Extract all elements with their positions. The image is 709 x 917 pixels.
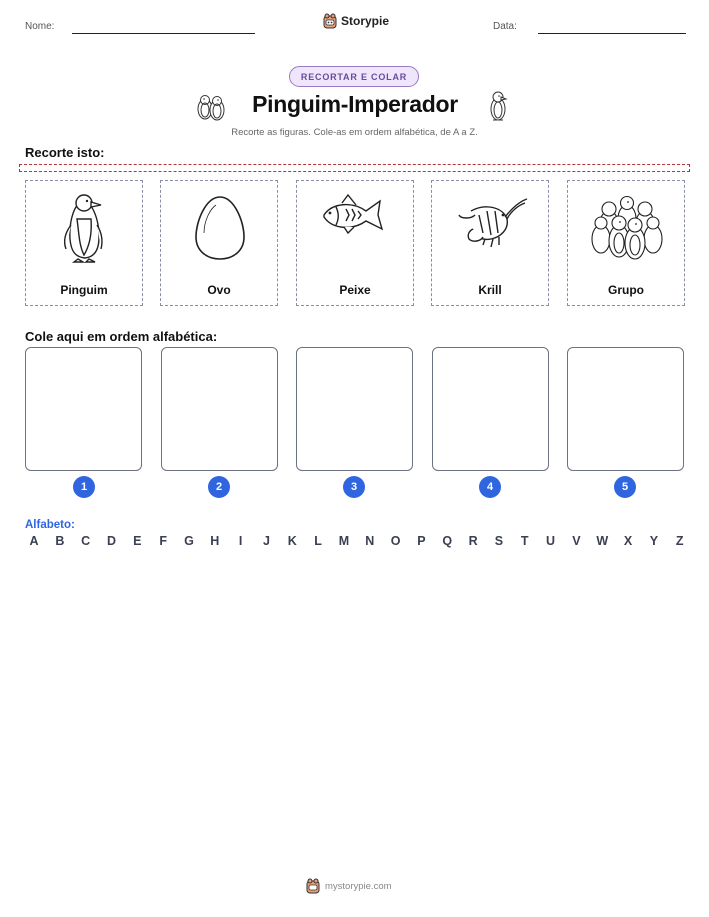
alphabet-letter: G xyxy=(184,534,194,548)
paste-box-4[interactable] xyxy=(432,347,549,471)
cut-card-pinguim[interactable] xyxy=(25,180,143,306)
alphabet-letter: E xyxy=(133,534,142,548)
krill-icon xyxy=(451,189,531,269)
alphabet-letter: I xyxy=(238,534,243,548)
alphabet-letter: H xyxy=(210,534,220,548)
paste-section-label: Cole aqui em ordem alfabética: xyxy=(25,329,218,344)
card-word: Grupo xyxy=(608,283,644,297)
paste-box-1[interactable] xyxy=(25,347,142,471)
alphabet-letter: R xyxy=(468,534,478,548)
penguin-group-icon xyxy=(587,189,667,269)
brand-name: Storypie xyxy=(341,14,390,28)
fish-icon xyxy=(316,189,396,269)
paste-number-4: 4 xyxy=(479,476,501,498)
cut-line xyxy=(19,164,690,172)
alphabet-letter: K xyxy=(287,534,297,548)
cut-card-peixe[interactable] xyxy=(296,180,414,306)
alphabet-letter: C xyxy=(81,534,91,548)
alphabet-letter: N xyxy=(365,534,375,548)
cut-card-ovo[interactable] xyxy=(160,180,278,306)
alphabet-letter: M xyxy=(338,534,350,548)
storypie-logo-icon xyxy=(323,13,337,29)
cut-card-krill[interactable] xyxy=(431,180,549,306)
paste-box-3[interactable] xyxy=(296,347,413,471)
alphabet-letter: Q xyxy=(442,534,453,548)
alphabet-letter: D xyxy=(106,534,116,548)
card-word: Pinguim xyxy=(60,283,108,297)
penguin-icon xyxy=(45,189,125,269)
paste-box-5[interactable] xyxy=(567,347,684,471)
alphabet-letter: J xyxy=(262,534,270,548)
date-line[interactable] xyxy=(538,33,686,34)
alphabet-letter: B xyxy=(55,534,65,548)
page-title: Pinguim-Imperador xyxy=(252,91,458,117)
alphabet-letter: P xyxy=(417,534,426,548)
alphabet-letter: S xyxy=(494,534,504,548)
card-word: Krill xyxy=(478,283,502,297)
alphabet-letter: F xyxy=(159,534,167,548)
footer-site[interactable]: mystorypie.com xyxy=(325,880,392,892)
footer xyxy=(306,878,392,894)
card-word: Peixe xyxy=(339,283,371,297)
card-word: Ovo xyxy=(207,283,231,297)
alphabet-letter: W xyxy=(596,534,609,548)
alphabet-letter: U xyxy=(546,534,556,548)
alphabet-letter: A xyxy=(29,534,39,548)
alphabet-letter: X xyxy=(623,534,633,548)
storypie-logo-icon xyxy=(306,878,320,894)
alphabet-row xyxy=(27,534,687,548)
date-label: Data: xyxy=(493,21,517,32)
paste-number-2: 2 xyxy=(208,476,230,498)
paste-number-3: 3 xyxy=(343,476,365,498)
paste-number-1: 1 xyxy=(73,476,95,498)
paste-box-2[interactable] xyxy=(161,347,278,471)
cut-section-label: Recorte isto: xyxy=(25,145,105,160)
alphabet-letter: L xyxy=(314,534,322,548)
standing-penguin-icon xyxy=(487,90,509,122)
alphabet-letter: T xyxy=(520,534,529,548)
paste-number-5: 5 xyxy=(614,476,636,498)
alphabet-letter: Z xyxy=(675,534,684,548)
name-label: Nome: xyxy=(25,21,55,32)
instructions: Recorte as figuras. Cole-as em ordem alfabética, de A a Z. xyxy=(231,127,478,138)
activity-badge: RECORTAR E COLAR xyxy=(289,66,419,87)
alphabet-letter: V xyxy=(572,534,581,548)
cut-card-grupo[interactable] xyxy=(567,180,685,306)
alphabet-label: Alfabeto: xyxy=(25,519,75,531)
egg-icon xyxy=(180,189,260,269)
alphabet-letter: Y xyxy=(649,534,659,548)
name-line[interactable] xyxy=(72,33,255,34)
brand-logo xyxy=(323,13,389,29)
alphabet-letter: O xyxy=(390,534,401,548)
